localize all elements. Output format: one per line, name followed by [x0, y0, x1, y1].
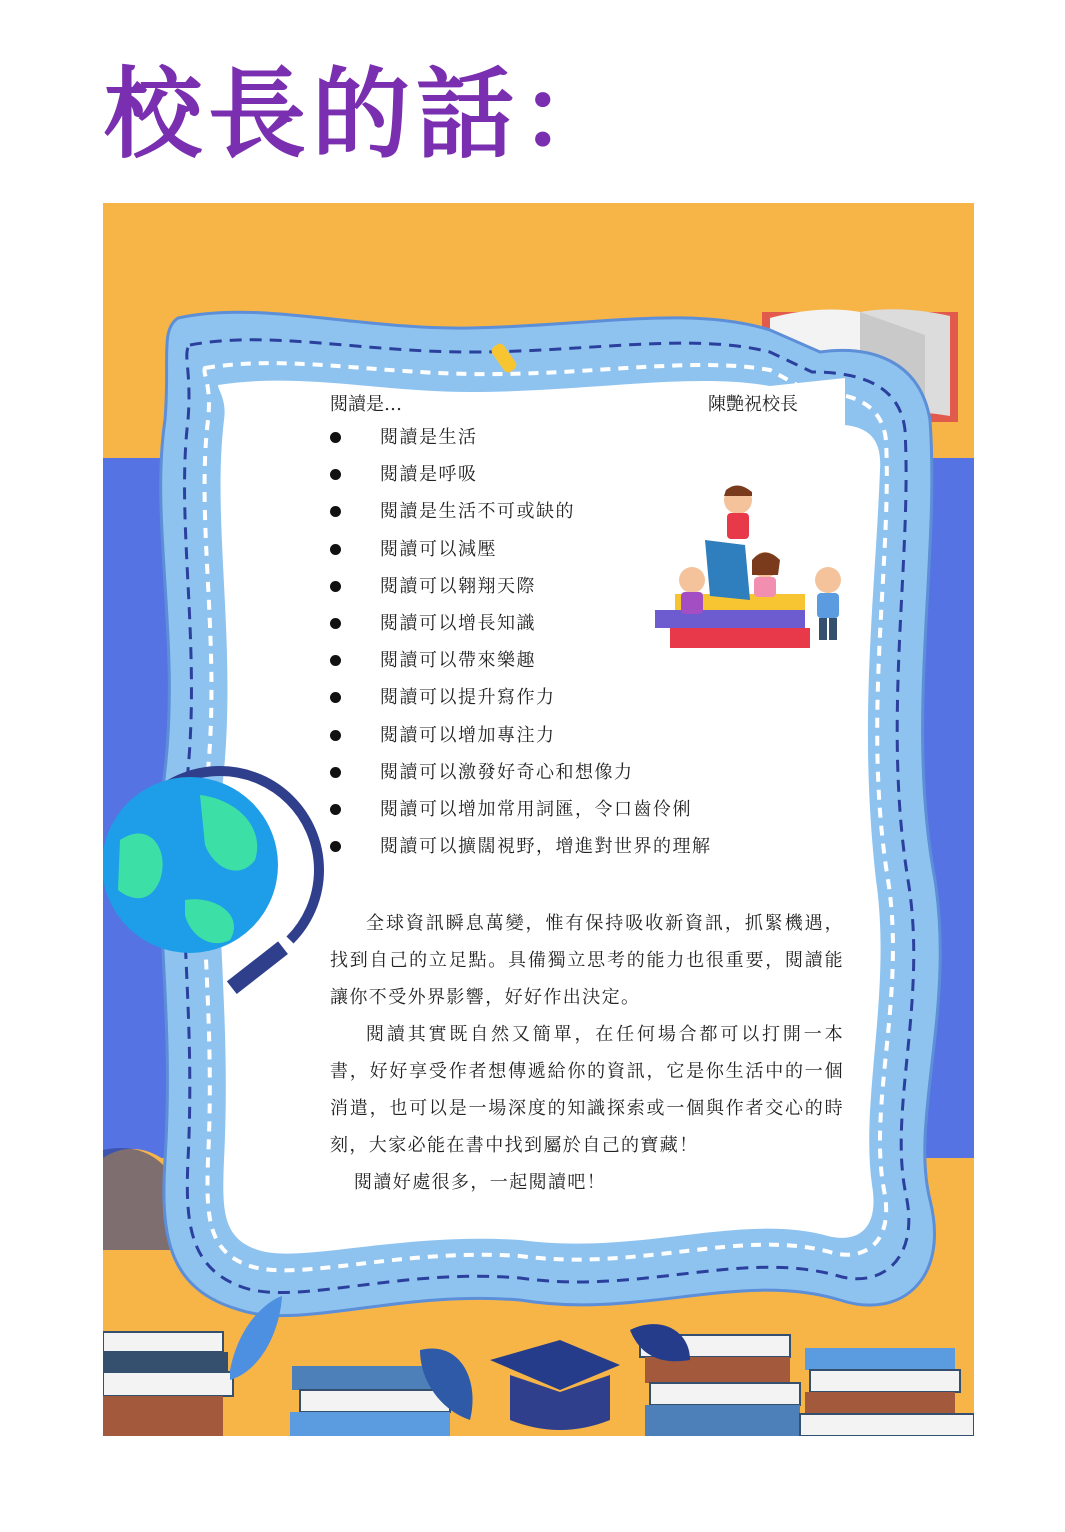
- bullet-icon: [330, 730, 341, 741]
- bullet-icon: [330, 469, 341, 480]
- bullet-icon: [330, 655, 341, 666]
- letter-closing: 閱讀好處很多，一起閱讀吧！: [354, 1172, 607, 1193]
- reading-benefits-list: [326, 425, 712, 871]
- bullet-icon: [330, 804, 341, 815]
- bullet-icon: [330, 692, 341, 703]
- letter-paragraph: 全球資訊瞬息萬變，惟有保持吸收新資訊，抓緊機遇，找到自己的立足點。具備獨立思考的能力也很重要，閱讀能讓你不受外界影響，好好作出決定。: [330, 913, 844, 1008]
- list-item: 閱讀可以擴闊視野，增進對世界的理解: [326, 834, 712, 871]
- letter-content: [103, 203, 974, 1436]
- list-item: 閱讀是生活: [326, 425, 712, 462]
- letter-intro: 閱讀是…: [330, 394, 402, 415]
- bullet-icon: [330, 618, 341, 629]
- bullet-icon: [330, 581, 341, 592]
- list-item: 閱讀可以增加常用詞匯，令口齒伶俐: [326, 797, 712, 834]
- list-item: 閱讀是呼吸: [326, 462, 712, 499]
- poster-background: [103, 203, 974, 1436]
- bullet-icon: [330, 841, 341, 852]
- letter-paragraph: 閱讀其實既自然又簡單，在任何場合都可以打開一本書，好好享受作者想傳遞給你的資訊，它是你生活中的一個消遣，也可以是一場深度的知識探索或一個與作者交心的時刻，大家必能在書中找到屬於自己的寶藏！: [330, 1024, 844, 1156]
- list-item: 閱讀可以減壓: [326, 537, 712, 574]
- page-title: 校長的話：: [104, 57, 625, 172]
- list-item: 閱讀可以增加專注力: [326, 723, 712, 760]
- bullet-icon: [330, 506, 341, 517]
- list-item: 閱讀可以翱翔天際: [326, 574, 712, 611]
- bullet-icon: [330, 544, 341, 555]
- bullet-icon: [330, 432, 341, 443]
- bullet-icon: [330, 767, 341, 778]
- principal-name: 陳艷祝校長: [708, 394, 798, 415]
- list-item: 閱讀可以激發好奇心和想像力: [326, 760, 712, 797]
- list-item: 閱讀可以增長知識: [326, 611, 712, 648]
- list-item: 閱讀可以提升寫作力: [326, 685, 712, 722]
- list-item: 閱讀可以帶來樂趣: [326, 648, 712, 685]
- list-item: 閱讀是生活不可或缺的: [326, 499, 712, 536]
